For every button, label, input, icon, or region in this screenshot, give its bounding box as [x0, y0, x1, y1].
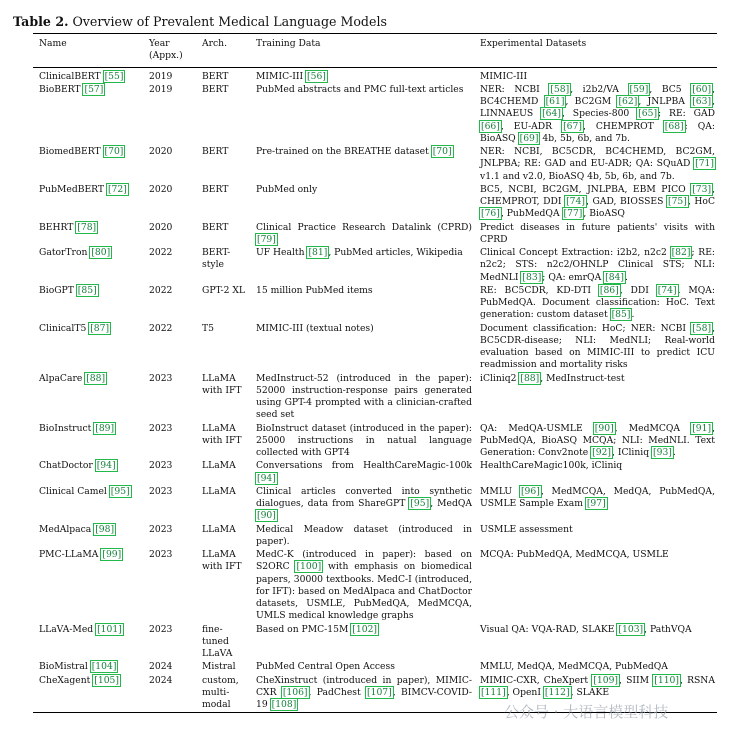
citation-link[interactable]: [74] — [566, 196, 585, 207]
cell-arch: LLaMA with IFT — [202, 372, 242, 396]
models-table — [33, 33, 717, 713]
citation-link[interactable]: [93] — [653, 447, 672, 458]
citation-link[interactable]: [90] — [594, 422, 614, 434]
citation-link[interactable]: [87] — [90, 322, 110, 334]
cell-datasets: iCliniq2 [88], MedInstruct-test — [480, 372, 625, 384]
table-row — [33, 486, 717, 524]
cell-training: Medical Meadow dataset (introduced in paper). — [256, 523, 472, 547]
citation-link[interactable]: [69] — [519, 132, 539, 144]
cell-datasets: NER: NCBI, BC5CDR, BC4CHEMD, BC2GM, JNLPBA; RE: GAD and EU-ADR; QA: SQuAD [71] v1.1 and v2.0, BioASQ 4b, 5b, 6b, and 7b. — [480, 146, 715, 182]
table-title: Overview of Prevalent Medical Language Models — [72, 14, 387, 29]
citation-link[interactable]: [77] — [563, 208, 583, 220]
citation-link[interactable]: [95] — [110, 485, 130, 497]
citation-link[interactable]: [107] — [367, 686, 392, 698]
cell-year: 2024 — [149, 661, 173, 673]
cell-name: ClinicalT5 [87] — [39, 322, 110, 334]
cell-year: 2022 — [149, 247, 173, 258]
citation-link[interactable]: [91] — [692, 422, 712, 434]
citation-link[interactable]: [58] — [550, 83, 570, 95]
cell-datasets: NER: NCBI [58], i2b2/VA [59], BC5 [60], BC4CHEMD [61], BC2GM [62], JNLPBA [63], LINNAEUS [64], Species-800 [65]; RE: GAD [66], EU-ADR [67], CHEMPROT [68]; QA: BioASQ [69] 4b, 5b, 6b, and 7b. — [480, 83, 716, 144]
cell-datasets: MCQA: PubMedQA, MedMCQA, USMLE — [480, 549, 669, 560]
cell-name: BioGPT [85] — [39, 284, 97, 296]
header-year: Year (Appx.) — [149, 38, 183, 62]
cell-datasets: Document classification: HoC; NER: NCBI [58], BC5CDR-disease; NLI: MedNLI; Real-world evaluation based on MIMIC-III to predict ICU readmission and mortality risks — [480, 322, 715, 371]
cell-name: GatorTron [80] — [39, 247, 111, 258]
cell-arch: BERT — [202, 221, 229, 233]
cell-year: 2023 — [149, 372, 173, 384]
cell-datasets: BC5, NCBI, BC2GM, JNLPBA, EBM PICO [73], CHEMPROT, DDI [74], GAD, BIOSSES [75], HoC [76], PubMedQA [77], BioASQ — [480, 183, 715, 220]
cell-year: 2023 — [149, 460, 173, 472]
citation-link[interactable]: [96] — [520, 485, 540, 497]
cell-arch: GPT-2 XL — [202, 284, 245, 296]
cell-name: BioMistral [104] — [39, 661, 117, 673]
citation-link[interactable]: [72] — [107, 183, 127, 195]
cell-datasets: Clinical Concept Extraction: i2b2, n2c2 [82]; RE: n2c2; STS: n2c2/OHNLP Clinical STS; NLI: MedNLI [83]; QA: emrQA [84]. — [480, 247, 715, 283]
cell-training: PubMed abstracts and PMC full-text articles — [256, 83, 464, 95]
citation-link[interactable]: [111] — [481, 686, 506, 698]
table-row — [33, 247, 717, 285]
table-row — [33, 373, 717, 423]
citation-link[interactable]: [102] — [352, 623, 378, 635]
cell-year: 2023 — [149, 422, 173, 434]
table-caption — [13, 14, 387, 29]
cell-name: LLaVA-Med [101] — [39, 623, 122, 635]
table-label: Table 2. — [13, 14, 69, 29]
citation-link[interactable]: [92] — [592, 447, 611, 458]
cell-training: MedC-K (introduced in paper): based on S2ORC [100] with emphasis on biomedical papers, 30000 textbooks. MedC-I (introduced, for IFT): based on MedAlpaca and ChatDoctor datasets, USMLE, PubMedQA, MedMCQA, UMLS medical knowledge graphs — [256, 549, 473, 622]
citation-link[interactable]: [60] — [692, 83, 712, 95]
citation-link[interactable]: [108] — [271, 699, 297, 710]
citation-link[interactable]: [57] — [84, 83, 104, 95]
cell-arch: LLaMA with IFT — [202, 549, 242, 573]
citation-link[interactable]: [79] — [257, 233, 276, 245]
cell-name: Clinical Camel [95] — [39, 485, 130, 497]
citation-link[interactable]: [67] — [563, 120, 582, 132]
cell-year: 2022 — [149, 284, 173, 296]
cell-arch: LLaMA with IFT — [202, 422, 242, 446]
citation-link[interactable]: [85] — [77, 284, 97, 296]
citation-link[interactable]: [104] — [91, 661, 117, 673]
cell-training: UF Health [81], PubMed articles, Wikipedia — [256, 247, 463, 258]
citation-link[interactable]: [88] — [520, 372, 540, 384]
header-name: Name — [39, 38, 67, 49]
cell-name: BioBERT [57] — [39, 83, 104, 95]
cell-year: 2023 — [149, 485, 173, 497]
cell-datasets: USMLE assessment — [480, 523, 573, 535]
citation-link[interactable]: [59] — [629, 83, 649, 95]
cell-training: PubMed Central Open Access — [256, 661, 395, 673]
citation-link[interactable]: [85] — [611, 309, 631, 321]
cell-arch: fine-tuned LLaVA — [202, 623, 233, 659]
citation-link[interactable]: [74] — [657, 284, 677, 296]
table-row — [33, 524, 717, 550]
citation-link[interactable]: [61] — [545, 96, 565, 107]
cell-datasets: MMLU, MedQA, MedMCQA, PubMedQA — [480, 661, 668, 673]
citation-link[interactable]: [106] — [282, 686, 308, 698]
cell-year: 2019 — [149, 70, 173, 82]
cell-year: 2023 — [149, 549, 173, 560]
citation-link[interactable]: [80] — [91, 247, 111, 258]
citation-link[interactable]: [65] — [638, 108, 658, 120]
header-datasets: Experimental Datasets — [480, 38, 587, 49]
cell-datasets: RE: BC5CDR, KD-DTI [86], DDI [74]. MQA: PubMedQA. Document classification: HoC. Text generation: custom dataset [85]. — [480, 284, 716, 321]
cell-name: PubMedBERT [72] — [39, 183, 127, 195]
citation-link[interactable]: [110] — [654, 674, 679, 686]
cell-training: Based on PMC-15M [102] — [256, 623, 378, 635]
table-row — [33, 84, 717, 146]
citation-link[interactable]: [82] — [671, 247, 691, 258]
table-row — [33, 624, 717, 662]
cell-name: ChatDoctor [94] — [39, 460, 116, 472]
table-body — [33, 67, 717, 713]
citation-link[interactable]: [94] — [96, 460, 116, 472]
citation-link[interactable]: [76] — [481, 208, 500, 220]
cell-arch: Mistral — [202, 661, 236, 673]
cell-year: 2024 — [149, 674, 173, 686]
citation-link[interactable]: [56] — [307, 70, 326, 82]
citation-link[interactable]: [62] — [618, 96, 638, 107]
header-training: Training Data — [256, 38, 321, 49]
citation-link[interactable]: [75] — [668, 196, 687, 207]
cell-datasets: HealthCareMagic100k, iCliniq — [480, 460, 623, 472]
cell-training: MedInstruct-52 (introduced in the paper): 52000 instruction-response pairs generated using GPT-4 prompted with a clinician-crafted seed set — [256, 372, 472, 421]
citation-link[interactable]: [90] — [257, 510, 276, 522]
cell-year: 2022 — [149, 322, 173, 334]
citation-link[interactable]: [95] — [410, 498, 430, 509]
citation-link[interactable]: [112] — [544, 686, 570, 698]
cell-year: 2020 — [149, 221, 173, 233]
cell-name: AlpaCare [88] — [39, 372, 106, 384]
cell-name: BiomedBERT [70] — [39, 146, 124, 157]
cell-arch: LLaMA — [202, 460, 236, 472]
citation-link[interactable]: [101] — [97, 623, 122, 635]
table-row — [33, 323, 717, 373]
table-row — [33, 67, 717, 84]
cell-training: CheXinstruct (introduced in paper), MIMIC-CXR [106], PadChest [107], BIMCV-COVID-19 [108] — [256, 674, 472, 710]
citation-link[interactable]: [98] — [95, 523, 115, 535]
citation-link[interactable]: [71] — [695, 158, 714, 170]
citation-link[interactable]: [55] — [104, 70, 124, 82]
citation-link[interactable]: [88] — [86, 372, 106, 384]
watermark: 公众号 · 大语言模型科技 — [504, 703, 669, 721]
cell-training: MIMIC-III (textual notes) — [256, 322, 374, 334]
citation-link[interactable]: [84] — [605, 271, 624, 283]
table-row — [33, 285, 717, 323]
header-arch: Arch. — [202, 38, 228, 49]
cell-name: MedAlpaca [98] — [39, 523, 115, 535]
cell-training: Conversations from HealthCareMagic-100k [94] — [256, 460, 472, 484]
cell-datasets: Predict diseases in future patients' visits with CPRD — [480, 221, 715, 245]
table-header-row — [33, 34, 717, 68]
cell-training: PubMed only — [256, 183, 318, 195]
cell-datasets: Visual QA: VQA-RAD, SLAKE [103], PathVQA — [480, 623, 692, 635]
citation-link[interactable]: [63] — [692, 96, 712, 107]
cell-training: Pre-trained on the BREATHE dataset [70] — [256, 146, 452, 157]
citation-link[interactable]: [70] — [432, 146, 452, 157]
citation-link[interactable]: [58] — [692, 322, 712, 334]
cell-training: Clinical Practice Research Datalink (CPRD) [79] — [256, 221, 472, 245]
cell-year: 2023 — [149, 623, 173, 635]
citation-link[interactable]: [94] — [257, 472, 276, 484]
cell-arch: BERT-style — [202, 247, 231, 271]
cell-datasets: MIMIC-III — [480, 70, 528, 82]
cell-training: Clinical articles converted into synthetic dialogues, data from ShareGPT [95], MedQA [90] — [256, 485, 473, 522]
cell-arch: BERT — [202, 83, 229, 95]
table-row — [33, 423, 717, 461]
citation-link[interactable]: [105] — [94, 674, 119, 686]
cell-arch: BERT — [202, 70, 229, 82]
citation-link[interactable]: [73] — [692, 183, 712, 195]
cell-name: BEHRT [78] — [39, 221, 97, 233]
cell-year: 2019 — [149, 83, 173, 95]
table-row — [33, 222, 717, 248]
table-row — [33, 184, 717, 222]
cell-datasets: MMLU [96], MedMCQA, MedQA, PubMedQA, USMLE Sample Exam [97] — [480, 485, 715, 509]
citation-link[interactable]: [86] — [599, 284, 619, 296]
citation-link[interactable]: [78] — [77, 221, 97, 233]
table-row — [33, 146, 717, 184]
cell-name: CheXagent [105] — [39, 674, 119, 686]
cell-training: MIMIC-III [56] — [256, 70, 326, 82]
citation-link[interactable]: [64] — [542, 108, 561, 120]
cell-datasets: QA: MedQA-USMLE [90], MedMCQA [91], PubMedQA, BioASQ MCQA; NLI: MedNLI. Text Generation: Conv2note [92], ICliniq [93]. — [480, 422, 715, 458]
cell-arch: custom, multi-modal — [202, 674, 239, 710]
citation-link[interactable]: [99] — [102, 549, 122, 560]
citation-link[interactable]: [109] — [593, 674, 619, 686]
cell-arch: BERT — [202, 146, 229, 157]
citation-link[interactable]: [103] — [618, 623, 644, 635]
cell-name: ClinicalBERT [55] — [39, 70, 124, 82]
cell-year: 2020 — [149, 183, 173, 195]
citation-link[interactable]: [81] — [308, 247, 328, 258]
cell-year: 2023 — [149, 523, 173, 535]
citation-link[interactable]: [66] — [481, 120, 500, 132]
citation-link[interactable]: [89] — [95, 422, 115, 434]
cell-name: PMC-LLaMA [99] — [39, 549, 122, 560]
citation-link[interactable]: [70] — [104, 146, 124, 157]
cell-arch: BERT — [202, 183, 229, 195]
citation-link[interactable]: [100] — [296, 561, 322, 573]
table-row — [33, 661, 717, 674]
cell-training: BioInstruct dataset (introduced in the paper): 25000 instructions in natual language collected with GPT4 — [256, 422, 472, 458]
cell-training: 15 million PubMed items — [256, 284, 373, 296]
cell-arch: T5 — [202, 322, 214, 334]
cell-datasets: MIMIC-CXR, CheXpert [109], SIIM [110], RSNA [111], OpenI [112], SLAKE — [480, 674, 715, 698]
cell-name: BioInstruct [89] — [39, 422, 115, 434]
citation-link[interactable]: [68] — [664, 120, 684, 132]
citation-link[interactable]: [97] — [586, 498, 606, 509]
cell-year: 2020 — [149, 146, 173, 157]
cell-arch: LLaMA — [202, 523, 236, 535]
table-row — [33, 549, 717, 624]
citation-link[interactable]: [83] — [522, 271, 542, 283]
cell-arch: LLaMA — [202, 485, 236, 497]
table-row — [33, 460, 717, 486]
